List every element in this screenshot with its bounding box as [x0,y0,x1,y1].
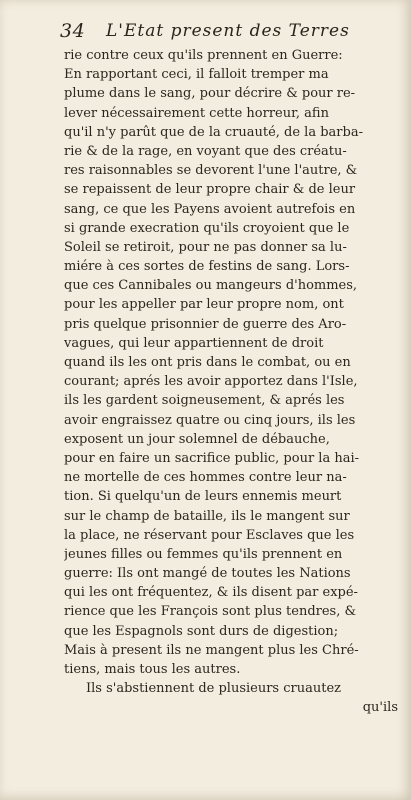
text-line: avoir engraissez quatre ou cinq jours, ils les [64,412,356,428]
text-line: pris quelque prisonnier de guerre des Aro- [64,316,347,332]
text-line: plume dans le sang, pour décrire & pour re- [64,86,356,102]
page-number: 34 [60,20,86,42]
text-line: courant; aprés les avoir apportez dans l'Isle, [64,374,358,390]
text-line: sur le champ de bataille, ils le mangent sur [64,508,350,524]
text-line: si grande execration qu'ils croyoient que le [64,220,350,236]
text-line: rience que les François sont plus tendres, & [64,604,357,620]
text-line: exposent un jour solemnel de débauche, [64,431,330,447]
text-line: pour en faire un sacrifice public, pour la hai- [64,450,360,466]
text-line: sang, ce que les Payens avoient autrefois en [64,201,356,217]
text-line: En rapportant ceci, il falloit tremper ma [64,67,329,83]
text-line: Mais à present ils ne mangent plus les Chré- [64,642,359,658]
running-title: L'Etat present des Terres [106,21,350,41]
text-line: qui les ont fréquentez, & ils disent par expé- [64,585,358,601]
text-line: Soleil se retiroit, pour ne pas donner sa lu- [64,239,347,255]
text-line: rie & de la rage, en voyant que des créatu- [64,143,347,159]
text-line: ne mortelle de ces hommes contre leur na- [64,470,347,486]
text-line: la place, ne réservant pour Esclaves que les [64,527,355,543]
text-line: qu'il n'y parût que de la cruauté, de la barba- [64,124,363,140]
text-line: se repaissent de leur propre chair & de leur [64,182,356,198]
text-line: Ils s'abstiennent de plusieurs cruautez [86,681,341,697]
text-line: ils les gardent soigneusement, & aprés les [64,393,345,409]
page-header [60,20,405,46]
text-line: quand ils les ont pris dans le combat, ou en [64,355,351,370]
text-line: pour les appeller par leur propre nom, ont [64,297,344,313]
text-line: jeunes filles ou femmes qu'ils prennent en [64,546,343,562]
text-line: guerre: Ils ont mangé de toutes les Nations [64,566,351,582]
text-line: lever nécessairement cette horreur, afin [64,105,329,121]
body-text [64,46,402,718]
text-line: que ces Cannibales ou mangeurs d'hommes, [64,278,358,294]
text-line: res raisonnables se devorent l'une l'autre, & [64,163,358,179]
text-line: vagues, qui leur appartiennent de droit [64,335,324,351]
text-line: miére à ces sortes de festins de sang. Lors- [64,259,350,275]
catchword: qu'ils [362,700,398,716]
text-line: que les Espagnols sont durs de digestion; [64,623,339,639]
text-line: tiens, mais tous les autres. [64,662,241,677]
text-line: rie contre ceux qu'ils prennent en Guerre: [64,48,343,63]
text-line: tion. Si quelqu'un de leurs ennemis meurt [64,489,342,505]
